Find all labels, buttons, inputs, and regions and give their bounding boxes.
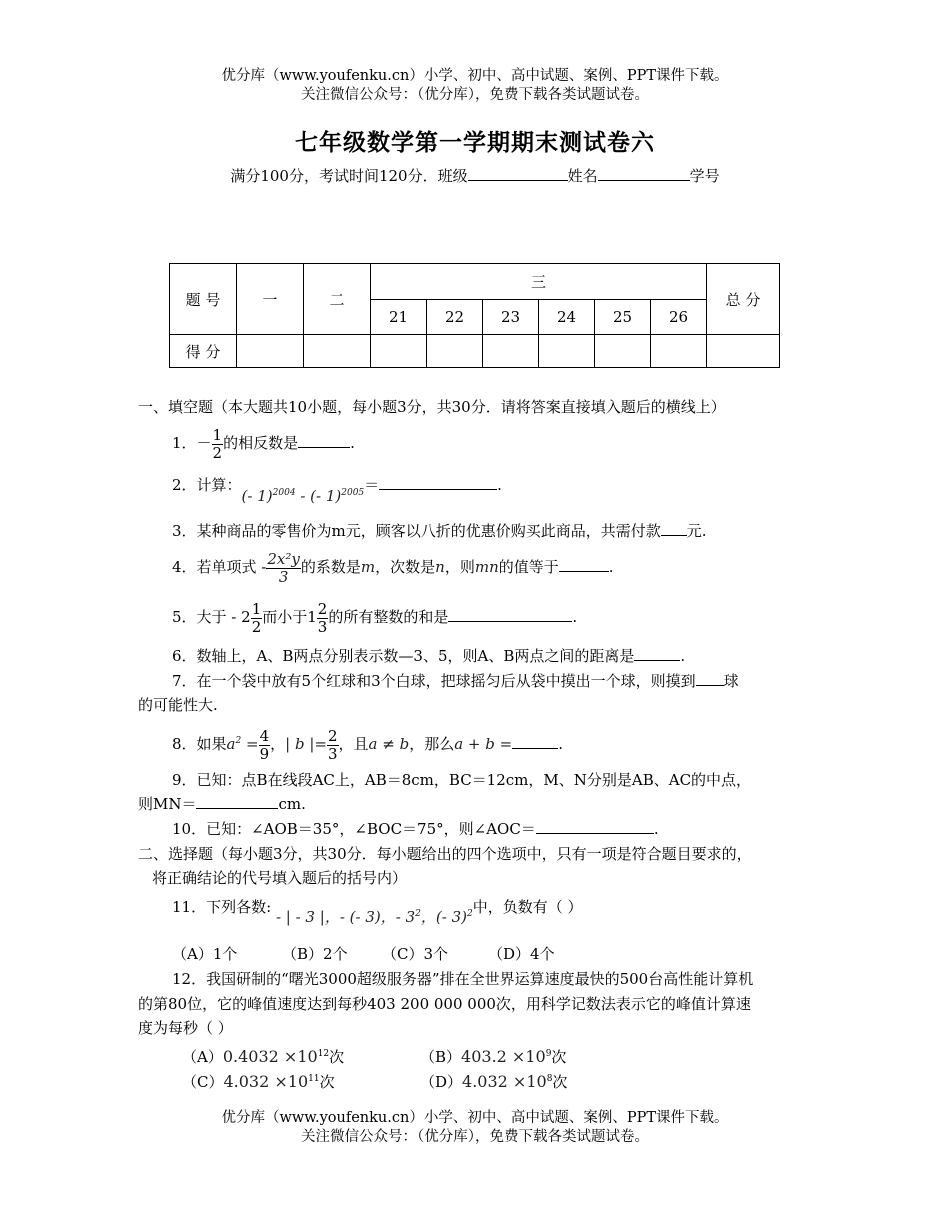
q11-sep: ， [324,908,340,926]
q4-t1: 的系数是 [300,558,361,576]
question-11 [138,893,852,926]
q12-a-base: 0.4032 ×10 [222,1047,318,1066]
q11-option-b[interactable]: （B）2个 [282,945,348,963]
col-two: 二 [304,264,371,335]
q8-sum: a + b = [454,735,513,753]
score-label: 得 分 [170,335,237,368]
q2-eq: ＝ [364,476,380,494]
q6-text: 6．数轴上，A、B两点分别表示数—3、5，则A、B两点之间的距离是 [172,647,635,665]
q11-option-c[interactable]: （C）3个 [382,945,449,963]
class-blank [468,166,568,181]
q8-abs-b: | b |= [285,735,327,753]
q1-text: 的相反数是 [223,434,299,452]
q12-d-exp: 8 [546,1074,553,1084]
q11-sep: ， [380,908,396,926]
section2-heading-cont: 将正确结论的代号填入题后的括号内） [152,869,408,887]
question-3 [138,520,852,542]
q12-d-label: （D） [420,1073,463,1091]
col-total: 总 分 [707,264,780,335]
q11-e3-exp: 2 [415,909,421,919]
exam-info [0,165,950,186]
question-12-line-1: 12．我国研制的“曙光3000超级服务器”排在全世界运算速度最快的500台高性能计算机 [172,970,754,988]
q12-d-base: 4.032 ×10 [462,1072,547,1091]
name-label: 姓名 [567,167,598,185]
q7-text: 7．在一个袋中放有5个红球和3个白球，把球摇匀后从袋中摸出一个球，则摸到 [172,672,696,690]
q5-blank [448,607,572,622]
q12-b-unit: 次 [551,1048,567,1066]
q1-frac-den: 2 [212,443,223,462]
q5-f1-num: 1 [251,599,262,618]
q8-fraction-2 [327,728,339,763]
q5-fraction-2 [317,601,329,636]
q3-end: 元. [686,522,707,540]
q5-fraction-1 [251,601,263,636]
score-cell [651,335,707,368]
q9-cont-end: cm. [278,795,306,813]
score-cell [371,335,427,368]
q2-num: 2．计算： [172,476,242,494]
q8-t1: ， [270,735,286,753]
q2-blank [379,475,497,490]
score-cell [483,335,539,368]
header-line-1: 优分库（www.youfenku.cn）小学、初中、高中试题、案例、PPT课件下载。 [221,68,729,84]
q4-n: n [435,558,445,576]
q4-t4: 的值等于 [498,558,559,576]
q3-text: 3．某种商品的零售价为m元，顾客以八折的优惠价购买此商品，共需付款 [172,522,661,540]
q1-fraction [212,427,224,462]
page-title: 七年级数学第一学期期末测试卷六 [295,129,655,156]
q12-b-label: （B） [420,1048,462,1066]
q12-a-label: （A） [182,1048,223,1066]
q11-options [172,943,852,965]
score-cell [427,335,483,368]
q4-end: . [608,558,614,576]
question-12-line-3: 度为每秒（ ） [138,1019,233,1037]
q2-exp2: 2005 [341,488,365,498]
footer-line-2: 关注微信公众号：（优分库），免费下载各类试题试卷。 [301,1129,649,1145]
question-9: 9．已知：点B在线段AC上，AB＝8cm，BC＝12cm，M、N分别是AB、AC的中点， [172,771,752,789]
q8-f2-den: 3 [327,744,338,763]
q2-expr2: (- 1) [310,487,342,505]
question-7 [138,670,852,692]
q5-mid: 而小于1 [262,608,317,626]
q4-t2: ，次数是 [375,558,436,576]
sub-col-25: 25 [595,300,651,335]
q1-num: 1．－ [172,434,212,452]
q12-c-unit: 次 [319,1073,335,1091]
q11-sep: ， [420,908,436,926]
q8-end: . [558,735,563,753]
question-1 [138,426,852,462]
q6-blank [634,646,680,661]
score-cell [595,335,651,368]
section2-heading: 二、选择题（每小题3分，共30分．每小题给出的四个选项中，只有一项是符合题目要求的， [138,845,752,863]
score-cell [237,335,304,368]
question-10 [138,818,852,840]
q1-end: . [350,434,355,452]
exam-info-prefix: 满分100分，考试时间120分．班级 [230,167,468,185]
q8-num: 8．如果 [172,735,227,753]
q8-t3: ，那么 [409,735,455,753]
q2-expression [242,487,365,505]
q12-c-exp: 11 [308,1074,320,1084]
q5-f2-den: 3 [317,617,328,636]
q1-blank [298,433,350,448]
q12-a-unit: 次 [329,1048,345,1066]
q7-end: 球 [723,672,739,690]
q12-d-unit: 次 [552,1073,568,1091]
q5-text: 的所有整数的和是 [328,608,449,626]
q5-num: 5．大于 - 2 [172,608,251,626]
header-line-2: 关注微信公众号：（优分库），免费下载各类试题试卷。 [301,87,649,103]
q11-num: 11．下列各数: [172,898,272,916]
q8-blank [512,734,558,749]
col-three: 三 [371,264,707,300]
q8-a-exp: 2 [235,736,242,746]
q10-text: 10．已知：∠AOB＝35°，∠BOC＝75°，则∠AOC＝ [172,820,536,838]
q8-f1-num: 4 [259,726,270,745]
sub-col-22: 22 [427,300,483,335]
q6-end: . [680,647,686,665]
question-6 [138,645,852,667]
score-cell [539,335,595,368]
q4-mn: mn [474,558,499,576]
name-blank [598,166,690,181]
qno-label: 题 号 [170,264,237,335]
sub-col-26: 26 [651,300,707,335]
q4-fraction [266,551,301,586]
q8-a: a [226,735,236,753]
q12-options-row-2 [182,1068,862,1093]
q11-e1: - | - 3 | [275,908,325,926]
q9-cont-prefix: 则MN＝ [138,795,197,813]
q12-b-base: 403.2 ×10 [461,1047,546,1066]
q10-end: . [653,820,659,838]
q4-num: 4．若单项式 - [172,558,267,576]
section1-heading: 一、填空题（本大题共10小题，每小题3分，共30分．请将答案直接填入题后的横线上） [138,398,726,416]
q8-neq: a ≠ b [368,735,410,753]
q12-c-label: （C） [182,1073,224,1091]
q12-option-d[interactable] [420,1068,567,1093]
q12-b-exp: 9 [545,1049,552,1059]
q9-blank [196,794,278,809]
q2-exp1: 2004 [272,488,296,498]
question-9-cont [138,793,818,815]
score-cell [707,335,780,368]
q7-blank [696,671,724,686]
q11-option-d[interactable]: （D）4个 [488,945,555,963]
q4-t3: ，则 [444,558,475,576]
q12-option-a[interactable] [182,1043,420,1068]
q4-m: m [360,558,376,576]
q5-f2-num: 2 [317,599,328,618]
question-12-line-2: 的第80位，它的峰值速度达到每秒403 200 000 000次，用科学记数法表示它的峰值计算速 [138,995,751,1013]
q4-frac-num: 2x²y [267,549,300,568]
question-4 [138,548,852,586]
q12-a-exp: 12 [317,1049,330,1059]
score-cell [304,335,371,368]
question-2 [138,471,852,505]
q12-c-base: 4.032 ×10 [223,1072,309,1091]
q4-frac-den: 3 [278,567,289,586]
q5-end: . [572,608,578,626]
score-table [169,263,780,368]
q12-options-row-1 [182,1043,862,1068]
question-7-cont: 的可能性大. [138,696,218,714]
question-8 [138,722,852,763]
q11-tail: 中，负数有（ ） [472,898,583,916]
q11-e3: - 3 [395,908,416,926]
col-one: 一 [237,264,304,335]
sub-col-23: 23 [483,300,539,335]
q8-f2-num: 2 [327,726,338,745]
q12-option-c[interactable] [182,1068,420,1093]
q2-minus: - [295,487,311,505]
q1-frac-num: 1 [212,425,223,444]
q2-expr1: (- 1) [241,487,273,505]
q10-blank [536,819,654,834]
sub-col-24: 24 [539,300,595,335]
q11-expressions [276,908,473,926]
q11-e2: - (- 3) [339,908,381,926]
q11-e4-exp: 2 [467,909,473,919]
q11-e4: (- 3) [435,908,467,926]
q4-blank [559,557,609,572]
footer-line-1: 优分库（www.youfenku.cn）小学、初中、高中试题、案例、PPT课件下载。 [221,1110,729,1126]
q12-option-b[interactable] [420,1043,566,1068]
question-5 [138,598,852,636]
q2-end: . [497,476,502,494]
q8-eq: = [241,735,259,753]
sub-col-21: 21 [371,300,427,335]
q8-f1-den: 9 [259,744,270,763]
q8-fraction-1 [259,728,271,763]
q5-f1-den: 2 [251,617,262,636]
q8-t2: ，且 [338,735,369,753]
id-label: 学号 [689,167,720,185]
q3-blank [661,521,687,536]
q11-option-a[interactable]: （A）1个 [172,945,238,963]
